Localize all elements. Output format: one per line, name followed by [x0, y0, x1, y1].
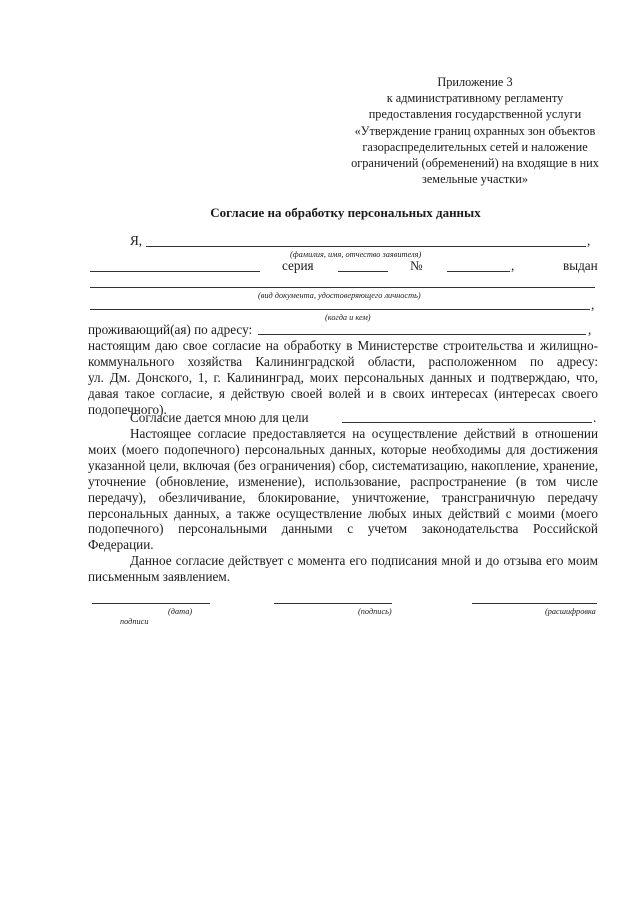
appendix-header	[330, 74, 620, 187]
appendix-line: Приложение 3	[437, 75, 513, 89]
address-label: проживающий(ая) по адресу:	[88, 322, 253, 337]
paragraph-actions	[88, 426, 598, 553]
paragraph-line: персональных данных, а также осуществление любых иных действий с моими (моего	[88, 505, 598, 521]
decode-caption-cont: подписи	[120, 617, 149, 626]
paragraph-line: уточнение (обновление, изменение), использование, распространение (в том числе	[88, 473, 598, 489]
appendix-line: земельные участки»	[421, 172, 528, 187]
paragraph-line: Федерации.	[88, 537, 154, 553]
purpose-label: Согласие дается мною для цели	[130, 410, 309, 425]
paragraph-consent	[88, 338, 598, 418]
signature-field[interactable]	[274, 603, 392, 604]
appendix-line: газораспределительных сетей и наложение	[362, 139, 588, 154]
series-label: серия	[282, 258, 314, 273]
paragraph-line: настоящим даю свое согласие на обработку в Министерстве строительства и жилищно-	[88, 338, 598, 353]
comma: ,	[511, 258, 515, 273]
series-field[interactable]	[338, 271, 388, 272]
date-field[interactable]	[92, 603, 210, 604]
comma: ,	[591, 297, 595, 312]
number-field[interactable]	[447, 271, 510, 272]
paragraph-line: коммунального хозяйства Калининградской области, расположенном по адресу:	[88, 353, 598, 369]
paragraph-line: ул. Дм. Донского, 1, г. Калининград, моих персональных данных и подтверждаю, что,	[88, 369, 598, 385]
paragraph-line: передачу), обезличивание, блокирование, уничтожение, трансграничную передачу	[88, 489, 598, 505]
issued-by-field[interactable]	[90, 287, 595, 288]
comma: ,	[587, 233, 591, 248]
appendix-line: ограничений (обременений) на входящие в них	[351, 156, 599, 171]
decode-field[interactable]	[472, 603, 597, 604]
paragraph-line: давая такое согласие, я действую своей волей и в своих интересах (интересах своего	[88, 385, 598, 401]
paragraph-line: письменным заявлением.	[88, 568, 231, 584]
doc-caption: (вид документа, удостоверяющего личность)	[258, 291, 421, 300]
when-field[interactable]	[90, 309, 590, 310]
fio-caption: (фамилия, имя, отчество заявителя)	[290, 250, 422, 259]
document-type-field[interactable]	[90, 271, 260, 272]
appendix-line: к административному регламенту	[386, 91, 564, 106]
when-caption: (когда и кем)	[325, 313, 371, 322]
paragraph-validity	[88, 553, 598, 585]
purpose-end: .	[593, 410, 597, 425]
address-field[interactable]	[258, 334, 586, 335]
purpose-field[interactable]	[342, 422, 592, 423]
fio-field[interactable]	[146, 246, 586, 247]
appendix-line: «Утверждение границ охранных зон объектов	[354, 123, 596, 138]
sign-caption: (подпись)	[358, 607, 392, 616]
issued-label: выдан	[563, 258, 598, 273]
paragraph-line: подопечного).	[88, 401, 167, 417]
ya-label: Я,	[130, 233, 143, 248]
paragraph-line: Данное согласие действует с момента его подписания мной и до отзыва его моим	[130, 553, 598, 568]
paragraph-line: моих (моего подопечного) персональных данных, которые необходимы для достижения	[88, 441, 598, 457]
number-label: №	[410, 258, 423, 273]
paragraph-line: указанной цели, включая (без ограничения) сбор, систематизацию, накопление, хранение,	[88, 457, 598, 473]
comma: ,	[588, 322, 592, 337]
appendix-line: предоставления государственной услуги	[368, 107, 582, 122]
paragraph-line: подопечного) персональными данными с учетом законодательства Российской	[88, 521, 598, 537]
date-caption: (дата)	[168, 607, 193, 616]
decode-caption: (расшифровка	[545, 607, 596, 616]
paragraph-line: Настоящее согласие предоставляется на осуществление действий в отношении	[130, 426, 598, 441]
document-title: Согласие на обработку персональных данных	[210, 205, 481, 220]
